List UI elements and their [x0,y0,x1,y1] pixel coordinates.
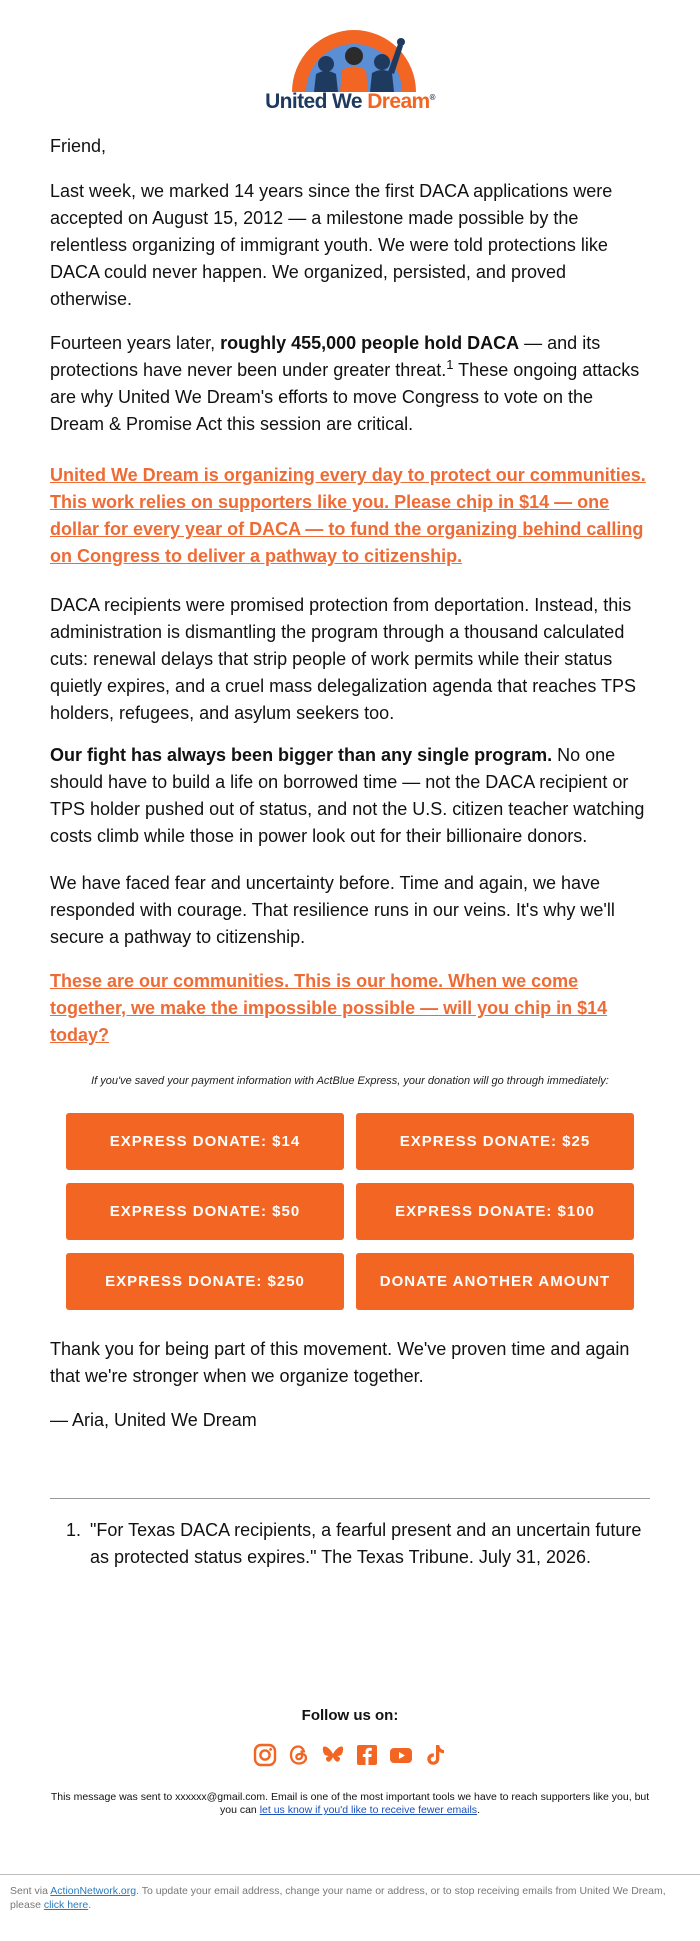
p2-bold: roughly 455,000 people hold DACA [220,333,520,353]
sent-via-text: Sent via [10,1885,51,1897]
paragraph-4 [50,742,650,850]
footer-divider [0,1874,700,1875]
social-links [252,1742,448,1770]
p4-bold: Our fight has always been bigger than any single program. [50,745,553,765]
cta-link-2[interactable]: These are our communities. This is our home. When we come together, we make the impossible possible — will you chip in $14 today? [50,971,608,1045]
sent-to-notice [50,1791,650,1817]
bottom-notice [10,1884,690,1912]
footnote-item [66,1517,656,1571]
footnote-number: 1. [66,1520,82,1540]
registered-mark: ® [429,93,435,102]
cta-link-1[interactable]: United We Dream is organizing every day to protect our communities. This work relies on supporters like you. Please chip in $14 — one dollar for every year of DACA — to fund the organizing behind calling on Congress to deliver a pathway to citizenship. [50,465,646,566]
bottom-period: . [88,1899,92,1911]
click-here-link[interactable]: click here [43,1899,89,1911]
threads-icon[interactable] [286,1742,312,1768]
footnote-ref[interactable]: 1 [446,357,454,372]
donate-another-amount-button[interactable]: DONATE ANOTHER AMOUNT [356,1253,634,1310]
p2-text-b: — and its protections have never been under greater threat. [50,333,601,380]
express-donate-100-button[interactable]: EXPRESS DONATE: $100 [356,1183,634,1240]
facebook-icon[interactable] [354,1742,380,1768]
tiktok-icon[interactable] [422,1742,448,1768]
express-donate-250-button[interactable]: EXPRESS DONATE: $250 [66,1253,344,1310]
p2-text-a: Fourteen years later, [50,333,221,353]
logo-wordmark [0,90,700,114]
express-donate-50-button[interactable]: EXPRESS DONATE: $50 [66,1183,344,1240]
bluesky-icon[interactable] [320,1742,346,1768]
actblue-note: If you've saved your payment information with ActBlue Express, your donation will go through immediately: [91,1075,609,1087]
p4-text: No one should have to build a life on borrowed time — not the DACA recipient or TPS holder pushed out of status, and not the U.S. citizen teacher watching costs climb while those in power look out for their billionaire donors. [50,745,645,846]
greeting: Friend, [50,136,107,156]
update-info-text: . To update your email address, change your name or address, or to stop receiving emails from United We Dream, please [10,1885,666,1911]
footnote-text: "For Texas DACA recipients, a fearful present and an uncertain future as protected status expires." The Texas Tribune. July 31, 2026. [90,1520,642,1567]
signoff: — Aria, United We Dream [50,1410,257,1430]
logo-word-unitedwe: United We [265,90,362,113]
express-donate-25-button[interactable]: EXPRESS DONATE: $25 [356,1113,634,1170]
paragraph-3: DACA recipients were promised protection from deportation. Instead, this administration is dismantling the program through a thousand calculated cuts: renewal delays that strip people of work permits while their status quietly expires, and a cruel mass delegalization agenda that reaches TPS holders, refugees, and asylum seekers too. [50,595,637,723]
logo-illustration [284,26,424,92]
express-donate-14-button[interactable]: EXPRESS DONATE: $14 [66,1113,344,1170]
follow-us-heading: Follow us on: [301,1707,399,1724]
p2-text-c: These ongoing attacks are why United We Dream's efforts to move Congress to vote on the Dream & Promise Act this session are critical. [50,360,640,434]
sent-to-period: . [477,1804,480,1816]
thanks-paragraph: Thank you for being part of this movement. We've proven time and again that we're stronger when we organize together. [50,1339,630,1386]
paragraph-2 [50,330,650,438]
actionnetwork-link[interactable]: ActionNetwork.org [50,1885,137,1897]
brand-logo[interactable] [0,22,700,116]
instagram-icon[interactable] [252,1742,278,1768]
paragraph-1: Last week, we marked 14 years since the first DACA applications were accepted on August 15, 2012 — a milestone made possible by the relentless organizing of immigrant youth. We were told protections like DACA could never happen. We organized, persisted, and proved otherwise. [50,181,613,309]
cta-paragraph-1 [50,462,650,570]
cta-paragraph-2 [50,968,650,1049]
youtube-icon[interactable] [388,1742,414,1768]
footnote-divider [50,1498,650,1499]
sent-to-text: This message was sent to xxxxxx@gmail.com. Email is one of the most important tools we have to reach supporters like you, but you can [50,1791,650,1816]
paragraph-5: We have faced fear and uncertainty before. Time and again, we have responded with courage. That resilience runs in our veins. It's why we'll secure a pathway to citizenship. [50,873,615,947]
fewer-emails-link[interactable]: let us know if you'd like to receive fewer emails [259,1804,478,1816]
logo-word-dream: Dream [367,90,430,113]
